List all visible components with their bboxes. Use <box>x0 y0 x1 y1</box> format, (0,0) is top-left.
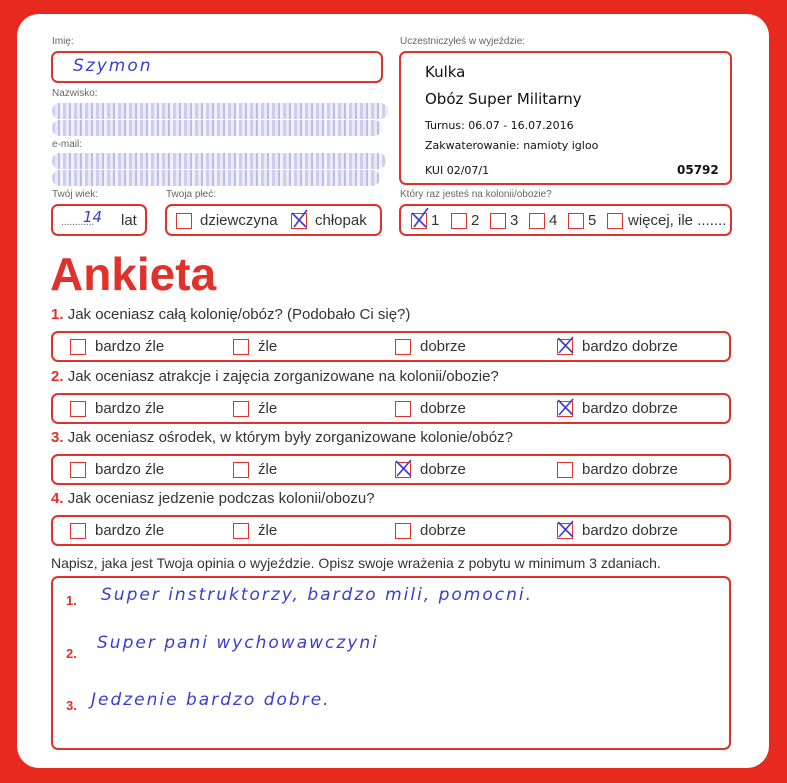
answer-checkbox[interactable] <box>70 401 86 417</box>
surname-label: Nazwisko: <box>52 88 98 99</box>
answer-checkbox[interactable] <box>233 523 249 539</box>
gender-option-male: chłopak <box>315 212 367 229</box>
participant-line2: Obóz Super Militarny <box>425 90 582 108</box>
answer-checkbox[interactable] <box>395 401 411 417</box>
times-option-4: 4 <box>549 212 558 229</box>
times-option-1: 1 <box>431 212 440 229</box>
answer-option-label: bardzo źle <box>95 522 165 539</box>
check-x-icon <box>555 396 577 418</box>
participant-code: KUI 02/07/1 <box>425 164 490 177</box>
times-checkbox-4[interactable] <box>529 213 545 229</box>
answer-row-1 <box>51 331 731 362</box>
times-checkbox-3[interactable] <box>490 213 506 229</box>
question-text: Jak oceniasz ośrodek, w którym były zorganizowane kolonie/obóz? <box>67 429 513 446</box>
participant-label: Uczestniczyłeś w wyjeździe: <box>400 36 526 47</box>
times-option-3: 3 <box>510 212 519 229</box>
check-x-icon <box>555 334 577 356</box>
gender-option-female: dziewczyna <box>200 212 278 229</box>
answer-option-label: bardzo dobrze <box>582 338 678 355</box>
answer-option-label: dobrze <box>420 338 466 355</box>
times-option-2: 2 <box>471 212 480 229</box>
opinion-number-1: 1. <box>66 593 77 608</box>
age-field[interactable] <box>51 204 147 236</box>
answer-checkbox[interactable] <box>557 462 573 478</box>
email-redacted <box>52 153 386 169</box>
opinion-line-3: Jedzenie bardzo dobre. <box>91 690 331 710</box>
email-label: e-mail: <box>52 139 83 150</box>
times-label: Który raz jesteś na kolonii/obozie? <box>400 189 552 200</box>
answer-option-label: źle <box>258 400 278 417</box>
answer-option-label: dobrze <box>420 522 466 539</box>
opinion-number-2: 2. <box>66 646 77 661</box>
participant-card <box>399 51 732 185</box>
check-x-icon <box>555 518 577 540</box>
question-2 <box>51 368 499 385</box>
name-label: Imię: <box>52 36 74 47</box>
name-field[interactable] <box>51 51 383 83</box>
times-option-5: 5 <box>588 212 597 229</box>
age-label: Twój wiek: <box>52 189 99 200</box>
answer-option-label: dobrze <box>420 400 466 417</box>
age-dots: ............ <box>61 217 95 228</box>
age-unit: lat <box>121 212 137 229</box>
answer-checkbox[interactable] <box>233 462 249 478</box>
answer-option-label: źle <box>258 522 278 539</box>
times-checkbox-1[interactable] <box>411 213 427 229</box>
gender-checkbox-male[interactable] <box>291 213 307 229</box>
times-field <box>399 204 732 236</box>
gender-label: Twoja płeć: <box>166 189 217 200</box>
times-checkbox-5[interactable] <box>568 213 584 229</box>
question-text: Jak oceniasz całą kolonię/obóz? (Podobało Ci się?) <box>67 306 411 323</box>
answer-checkbox[interactable] <box>395 339 411 355</box>
answer-option-label: bardzo dobrze <box>582 522 678 539</box>
answer-checkbox[interactable] <box>233 401 249 417</box>
gender-field <box>165 204 382 236</box>
gender-checkbox-female[interactable] <box>176 213 192 229</box>
check-x-icon <box>409 208 431 230</box>
survey-title: Ankieta <box>50 248 217 300</box>
email-redacted-2 <box>52 170 380 186</box>
answer-row-3 <box>51 454 731 485</box>
answer-option-label: bardzo dobrze <box>582 461 678 478</box>
question-number: 4. <box>51 490 64 507</box>
opinion-line-1: Super instruktorzy, bardzo mili, pomocni. <box>101 585 534 605</box>
question-number: 3. <box>51 429 64 446</box>
participant-accommodation: Zakwaterowanie: namioty igloo <box>425 139 599 152</box>
answer-checkbox[interactable] <box>557 339 573 355</box>
question-1 <box>51 306 410 323</box>
question-number: 1. <box>51 306 64 323</box>
times-checkbox-2[interactable] <box>451 213 467 229</box>
question-3 <box>51 429 513 446</box>
participant-turnus: Turnus: 06.07 - 16.07.2016 <box>425 119 574 132</box>
answer-option-label: źle <box>258 461 278 478</box>
check-x-icon <box>393 457 415 479</box>
participant-line1: Kulka <box>425 63 466 81</box>
opinion-line-2: Super pani wychowawczyni <box>97 633 379 653</box>
question-4 <box>51 490 375 507</box>
times-checkbox-more[interactable] <box>607 213 623 229</box>
answer-option-label: bardzo źle <box>95 461 165 478</box>
times-option-more: więcej, ile ....... <box>628 212 727 229</box>
answer-option-label: bardzo źle <box>95 338 165 355</box>
question-number: 2. <box>51 368 64 385</box>
answer-checkbox[interactable] <box>395 523 411 539</box>
answer-checkbox[interactable] <box>233 339 249 355</box>
answer-row-2 <box>51 393 731 424</box>
participant-number: 05792 <box>677 163 719 177</box>
surname-redacted-2 <box>52 120 382 136</box>
opinion-number-3: 3. <box>66 698 77 713</box>
opinion-prompt: Napisz, jaka jest Twoja opinia o wyjeździe. Opisz swoje wrażenia z pobytu w minimum 3 zdaniach. <box>51 555 661 571</box>
question-text: Jak oceniasz jedzenie podczas kolonii/obozu? <box>67 490 375 507</box>
answer-checkbox[interactable] <box>70 462 86 478</box>
answer-option-label: bardzo dobrze <box>582 400 678 417</box>
answer-option-label: źle <box>258 338 278 355</box>
answer-checkbox[interactable] <box>557 523 573 539</box>
check-x-icon <box>289 208 311 230</box>
answer-row-4 <box>51 515 731 546</box>
answer-checkbox[interactable] <box>70 523 86 539</box>
answer-checkbox[interactable] <box>557 401 573 417</box>
surname-redacted <box>52 103 388 119</box>
answer-option-label: dobrze <box>420 461 466 478</box>
answer-checkbox[interactable] <box>395 462 411 478</box>
age-value: 14 <box>83 208 103 226</box>
question-text: Jak oceniasz atrakcje i zajęcia zorganizowane na kolonii/obozie? <box>67 368 499 385</box>
name-value: Szymon <box>73 56 153 76</box>
answer-option-label: bardzo źle <box>95 400 165 417</box>
answer-checkbox[interactable] <box>70 339 86 355</box>
